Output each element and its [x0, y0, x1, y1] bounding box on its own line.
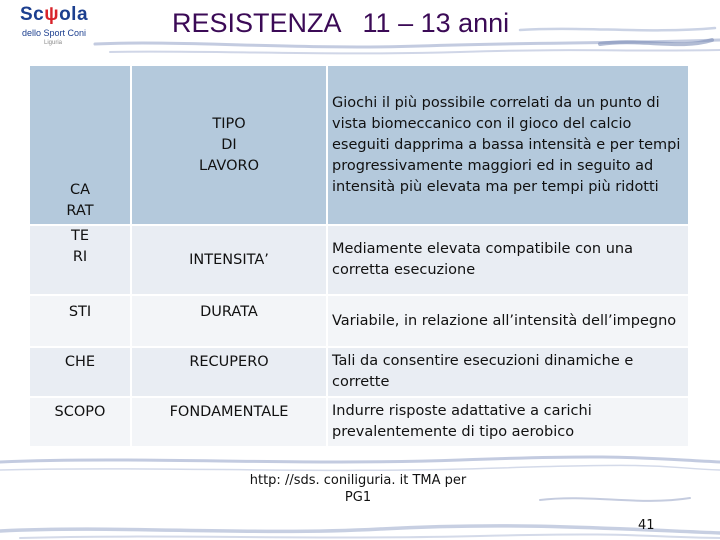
row-cell-col1: TE RI [29, 225, 131, 295]
header-cell-work-type: TIPO DI LAVORO [131, 65, 327, 225]
page-title: RESISTENZA 11 – 13 anni [172, 8, 510, 38]
resistance-table [28, 64, 690, 448]
row-cell-value: Mediamente elevata compatibile con una corretta esecuzione [327, 225, 689, 295]
row-cell-value: Tali da consentire esecuzioni dinamiche e corrette [327, 347, 689, 397]
row-cell-value: Indurre risposte adattative a carichi prevalentemente di tipo aerobico [327, 397, 689, 447]
row-cell-parameter: DURATA [131, 295, 327, 347]
table-header-row [29, 65, 689, 225]
row-cell-col1: CHE [29, 347, 131, 397]
table-row [29, 347, 689, 397]
page-number: 41 [638, 518, 655, 533]
table-row [29, 397, 689, 447]
row-cell-col1: STI [29, 295, 131, 347]
table-row [29, 295, 689, 347]
row-cell-value: Variabile, in relazione all’intensità dell’impegno [327, 295, 689, 347]
logo-region: Liguria [44, 40, 63, 46]
footer-source [248, 472, 468, 506]
header-cell-description: Giochi il più possibile correlati da un punto di vista biomeccanico con il gioco del calcio eseguiti dapprima a bassa intensità e per tempi progressivamente maggiori ed in seguito ad intensità più elevata ma per tempi più ridotti [327, 65, 689, 225]
row-cell-parameter: INTENSITA’ [131, 225, 327, 295]
row-cell-col1: SCOPO [29, 397, 131, 447]
logo [18, 4, 100, 52]
header-cell-col1: CA RAT [29, 65, 131, 225]
row-cell-parameter: FONDAMENTALE [131, 397, 327, 447]
row-cell-parameter: RECUPERO [131, 347, 327, 397]
footer-link[interactable]: http: //sds. coniliguria. it TMA per [249, 473, 467, 488]
table-row [29, 225, 689, 295]
footer-line2: PG1 [344, 490, 372, 505]
logo-wordmark: Scψola [20, 4, 89, 25]
logo-subtitle: dello Sport Coni [22, 28, 87, 38]
